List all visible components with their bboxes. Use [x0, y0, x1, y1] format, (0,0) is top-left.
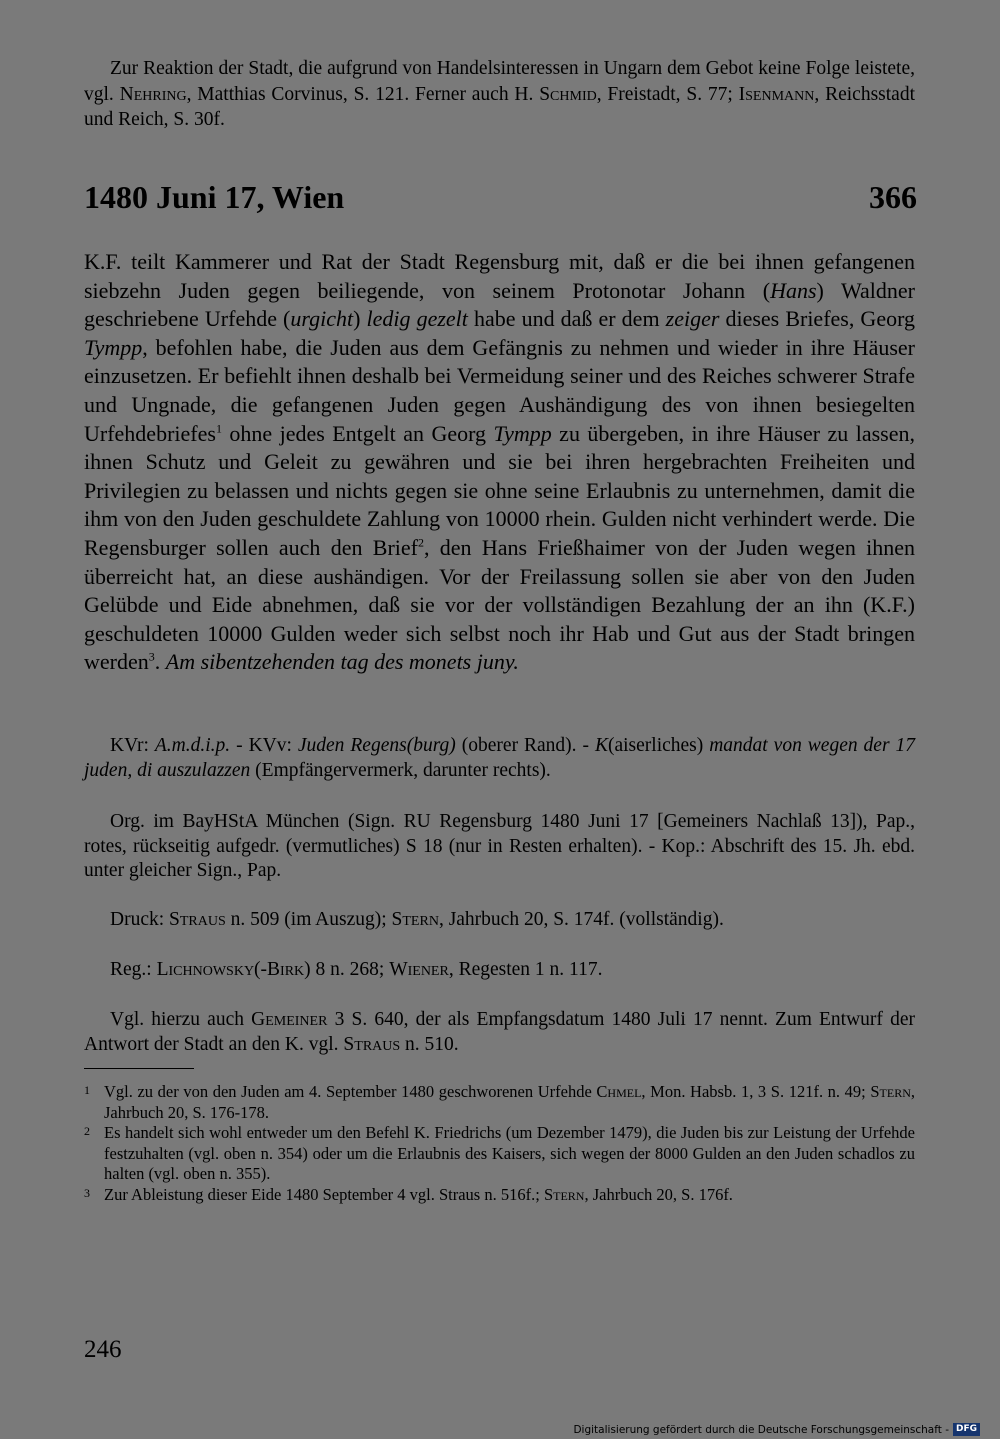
footnote-reference: 1	[215, 421, 222, 436]
heading-date-place: 1480 Juni 17, Wien	[84, 179, 345, 215]
regest-italic: Tympp	[493, 420, 552, 446]
regest-text: ) Waldner geschriebene Urfehde (	[84, 277, 915, 332]
note-text: - KVv:	[230, 735, 298, 756]
regest-text: dieses Briefes, Georg	[719, 306, 916, 332]
footnote-1	[84, 1082, 915, 1123]
print-note	[84, 908, 915, 933]
note-italic: K	[594, 735, 608, 756]
author-name: Wiener	[389, 959, 449, 980]
page-number: 246	[84, 1336, 122, 1363]
regest-italic: urgicht	[290, 306, 354, 332]
note-text: , Jahrbuch 20, S. 174f. (vollständig).	[438, 909, 724, 930]
note-text: , Regesten 1 n. 117.	[448, 959, 603, 980]
author-name: Chmel	[596, 1082, 642, 1101]
regest-paragraph	[84, 248, 915, 677]
note-text: n. 509 (im Auszug);	[225, 909, 392, 930]
regest-text: , den Hans Frießhaimer von der Juden wegen ihnen überreicht hat, an diese aushändigen. Vor der Freilassung sollen sie aber von den Juden Gelübde und Eide abnehmen, daß sie vor der vollständigen Bezahlung der an ihn (K.F.) geschuldeten 10000 Gulden weder sich selbst noch ihr Hab und Gut aus der Stadt bringen werden	[84, 534, 915, 675]
regest-text: habe und daß er dem	[467, 306, 666, 332]
regest-italic: ledig gezelt	[366, 306, 468, 332]
author-name: Nehring	[119, 83, 187, 105]
regest-text: zu übergeben, in ihre Häuser zu lassen, ihnen Schutz und Geleit zu gewähren und sie bei ihren hergebrachten Freiheiten und Privilegien zu belassen und nichts gegen sie ohne seine Erlaubnis zu unternehmen, damit die ihm von den Juden geschuldete Zahlung von 10000 rhein. Gulden nicht verhindert werde. Die Regensburger sollen auch den Brief	[84, 420, 915, 560]
author-name: Stern	[391, 909, 439, 930]
footnote-reference: 2	[417, 535, 424, 550]
footnote-text: Es handelt sich wohl entweder um den Befehl K. Friedrichs (um Dezember 1479), die Juden bis zur Leistung der Urfehde festzuhalten (vgl. oben n. 354) oder um die Erlaubnis des Kaisers, sich wegen der 8000 Gulden an den Juden schadlos zu halten (vgl. oben n. 355).	[104, 1123, 915, 1183]
footnote-mark: 3	[84, 1185, 90, 1200]
author-name: Straus	[169, 909, 226, 930]
regest-text: , befohlen habe, die Juden aus dem Gefängnis zu nehmen und wieder in ihre Häuser einzusetzen. Er befiehlt ihnen deshalb bei Vermeidung seiner und des Reiches schwerer Strafe und Ungnade, die gefangenen Juden gegen Aushändigung des von ihnen besiegelten Urfehdebriefes	[84, 334, 915, 446]
note-text: KVr:	[110, 735, 155, 756]
chancery-notes	[84, 734, 915, 783]
intro-text: , Freistadt, S. 77;	[596, 83, 739, 105]
footnote-divider	[84, 1068, 194, 1069]
regest-text: K.F. teilt Kammerer und Rat der Stadt Regensburg mit, daß er die bei ihnen gefangenen siebzehn Juden gegen beiliegende, von seinem Protonotar Johann (	[84, 249, 915, 303]
heading-document-number: 366	[869, 179, 917, 215]
intro-text: , Matthias Corvinus, S. 121. Ferner auch H.	[186, 83, 540, 105]
note-text: (Empfängervermerk, darunter rechts).	[250, 759, 551, 781]
note-text: 8 n. 268;	[310, 959, 390, 980]
note-italic: mandat von wegen der 17 juden, di auszulazzen	[84, 735, 916, 781]
regest-italic: Tympp	[84, 334, 143, 360]
author-name: Schmid	[539, 83, 597, 105]
author-name: Stern	[543, 1184, 585, 1204]
footnote-text: Vgl. zu der von den Juden am 4. September 1480 geschworenen Urfehde	[104, 1082, 597, 1101]
comparison-note	[84, 1008, 915, 1057]
note-text: Vgl. hierzu auch	[110, 1009, 252, 1030]
footnote-mark: 2	[84, 1124, 90, 1138]
author-name: Straus	[343, 1033, 401, 1055]
footnotes	[84, 1082, 915, 1205]
note-text: 3 S. 640, der als Empfangsdatum 1480 Juli 17 nennt. Zum Entwurf der Antwort der Stadt an den K. vgl.	[84, 1009, 915, 1055]
dfg-funding-text: Digitalisierung gefördert durch die Deutsche Forschungsgemeinschaft -	[573, 1423, 949, 1436]
intro-text: Zur Reaktion der Stadt, die aufgrund von Handelsinteressen in Ungarn dem Gebot keine Folge leistete, vgl.	[84, 58, 915, 105]
dfg-logo: DFG	[953, 1423, 980, 1436]
document-heading	[84, 177, 917, 221]
note-text: Reg.:	[110, 959, 157, 980]
regest-italic: zeiger	[665, 306, 720, 332]
note-italic: A.m.d.i.p.	[154, 735, 231, 756]
footnote-text: , Jahrbuch 20, S. 176-178.	[104, 1082, 915, 1122]
intro-text: , Reichsstadt und Reich, S. 30f.	[84, 83, 915, 130]
regest-text: .	[154, 649, 166, 675]
footnote-reference: 3	[148, 649, 155, 664]
note-text: n. 510.	[400, 1033, 459, 1055]
author-name: Isenmann	[738, 83, 815, 105]
author-name: Lichnowsky(-Birk)	[156, 959, 311, 980]
footnote-3	[84, 1185, 915, 1206]
note-italic: Juden Regens(burg)	[297, 735, 456, 756]
note-text: Druck:	[110, 909, 170, 930]
author-name: Stern	[870, 1082, 911, 1101]
regest-text: ohne jedes Entgelt an Georg	[221, 420, 494, 446]
dfg-funding-notice	[573, 1423, 980, 1436]
regest-text: )	[353, 306, 367, 332]
footnote-text: , Mon. Habsb. 1, 3 S. 121f. n. 49;	[641, 1082, 871, 1101]
author-name: Gemeiner	[251, 1009, 328, 1030]
footnote-text: , Jahrbuch 20, S. 176f.	[584, 1184, 733, 1204]
note-text: (oberer Rand). -	[455, 735, 595, 756]
regest-italic: Hans	[770, 277, 817, 303]
original-source-note: Org. im BayHStA München (Sign. RU Regensburg 1480 Juni 17 [Gemeiners Nachlaß 13]), Pap., rotes, rückseitig aufgedr. (vermutliches) S 18 (nur in Resten erhalten). - Kop.: Abschrift des 15. Jh. ebd. unter gleicher Sign., Pap.	[84, 811, 915, 881]
note-text: (aiserliches)	[607, 735, 710, 756]
footnote-mark: 1	[84, 1083, 90, 1097]
regest-dating-clause: Am sibentzehenden tag des monets juny.	[165, 649, 519, 675]
intro-paragraph	[84, 56, 915, 133]
footnote-2	[84, 1123, 915, 1185]
footnote-text: Zur Ableistung dieser Eide 1480 September 4 vgl. Straus n. 516f.;	[104, 1184, 544, 1204]
regest-reference-note	[84, 958, 915, 983]
